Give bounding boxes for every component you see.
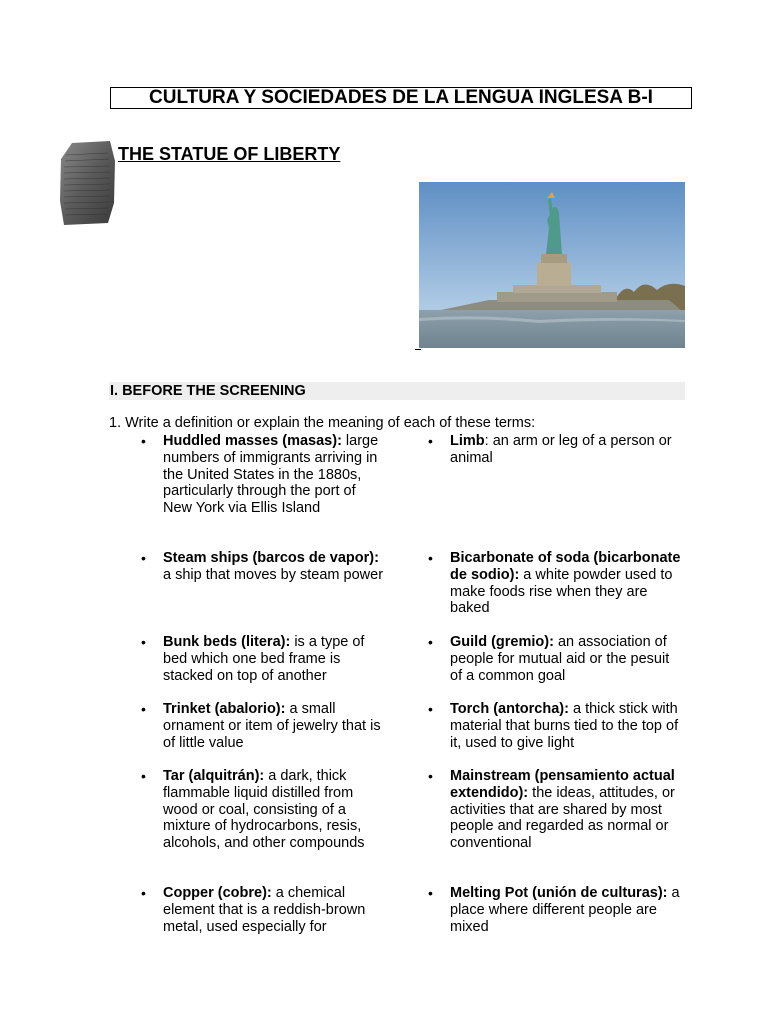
list-item	[141, 550, 388, 584]
term-label: Huddled masses (masas):	[163, 433, 342, 449]
bullet-icon: •	[428, 885, 433, 901]
statue-of-liberty-photo	[419, 182, 685, 348]
bullet-icon: •	[428, 701, 433, 717]
course-title: CULTURA Y SOCIEDADES DE LA LENGUA INGLESA B-I	[149, 87, 653, 108]
bullet-icon: •	[428, 550, 433, 566]
list-item	[141, 433, 388, 517]
document-title: THE STATUE OF LIBERTY	[118, 144, 341, 164]
term-definition: an association of people for mutual aid or the pesuit of a common goal	[450, 634, 670, 684]
term-definition: a small ornament or item of jewelry that is of little value	[163, 701, 381, 751]
term-label: Guild (gremio):	[450, 634, 554, 650]
bullet-icon: •	[141, 634, 146, 650]
bullet-icon: •	[141, 885, 146, 901]
term-label: Trinket (abalorio):	[163, 701, 286, 717]
term-label: Tar (alquitrán):	[163, 768, 265, 784]
bullet-icon: •	[428, 634, 433, 650]
term-definition: a dark, thick flammable liquid distilled from wood or coal, consisting of a mixture of hydrocarbons, resis, alcohols, and other compounds	[163, 768, 365, 852]
term-definition: a thick stick with material that burns tied to the top of it, used to give light	[450, 701, 679, 751]
term-label: Bunk beds (litera):	[163, 634, 291, 650]
term-definition: a place where different people are mixed	[450, 885, 680, 935]
term-label: Melting Pot (unión de culturas):	[450, 885, 668, 901]
list-item	[141, 885, 388, 935]
list-item	[428, 433, 682, 467]
section-heading	[109, 382, 685, 400]
bullet-icon: •	[141, 550, 146, 566]
list-item	[428, 701, 682, 751]
term-definition: a ship that moves by steam power	[163, 566, 384, 583]
term-label: Bicarbonate of soda (bicarbonate de sodio):	[450, 550, 681, 583]
term-definition: : an arm or leg of a person or animal	[450, 433, 672, 466]
list-item	[428, 550, 682, 617]
list-item	[428, 634, 682, 684]
photo-anchor-mark	[415, 349, 421, 350]
list-item	[141, 768, 388, 852]
bullet-icon: •	[141, 768, 146, 784]
term-definition: the ideas, attitudes, or activities that are shared by most people and regarded as normal or conventional	[450, 784, 675, 852]
course-title-box	[110, 87, 692, 109]
term-definition: is a type of bed which one bed frame is stacked on top of another	[163, 634, 365, 684]
bullet-icon: •	[428, 768, 433, 784]
bullet-icon: •	[141, 701, 146, 717]
rosetta-stone-image	[58, 141, 116, 225]
bullet-icon: •	[141, 433, 146, 449]
term-definition: large numbers of immigrants arriving in the United States in the 1880s, particularly through the port of New York via Ellis Island	[163, 433, 379, 517]
term-label: Copper (cobre):	[163, 885, 272, 901]
term-definition: a chemical element that is a reddish-brown metal, used especially for	[163, 885, 366, 935]
list-item	[428, 768, 682, 852]
bullet-icon: •	[428, 433, 433, 449]
term-label: Mainstream (pensamiento actual extendido):	[450, 768, 675, 801]
section-heading-text: I. BEFORE THE SCREENING	[110, 383, 306, 399]
term-label: Limb	[450, 433, 485, 449]
list-item	[428, 885, 682, 935]
list-item	[141, 701, 388, 751]
term-definition: a white powder used to make foods rise when they are baked	[450, 566, 673, 617]
list-item	[141, 634, 388, 684]
term-label: Torch (antorcha):	[450, 701, 569, 717]
term-label: Steam ships (barcos de vapor):	[163, 550, 379, 566]
instruction-text: 1. Write a definition or explain the meaning of each of these terms:	[109, 415, 536, 431]
